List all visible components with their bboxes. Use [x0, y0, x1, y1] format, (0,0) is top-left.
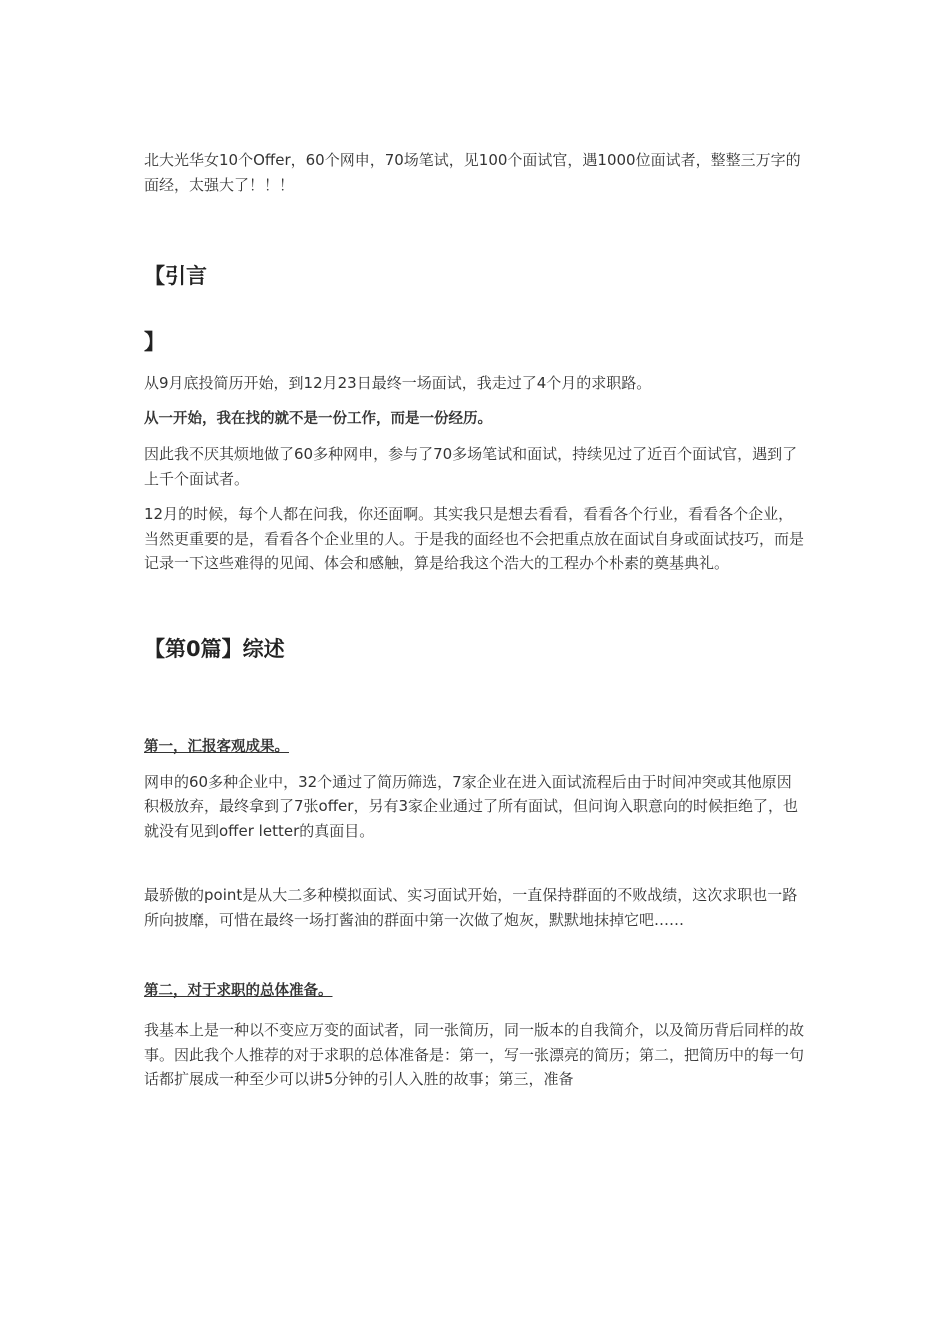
sub2-heading	[144, 980, 804, 1002]
intro-paragraph-3: 因此我不厌其烦地做了60多种网申，参与了70多场笔试和面试，持续见过了近百个面试官，遇到了上千个面试者。	[144, 445, 798, 488]
intro-paragraph-2: 从一开始，我在找的就不是一份工作，而是一份经历。	[144, 410, 492, 427]
intro-paragraph-1: 从9月底投简历开始，到12月23日最终一场面试，我走过了4个月的求职路。	[144, 374, 652, 392]
title-paragraph: 北大光华女10个Offer，60个网申，70场笔试，见100个面试官，遇1000位面试者，整整三万字的面经，太强大了！！！	[144, 151, 801, 194]
sub2-paragraph-1: 我基本上是一种以不变应万变的面试者，同一张简历，同一版本的自我简介，以及简历背后同样的故事。因此我个人推荐的对于求职的总体准备是：第一，写一张漂亮的简历；第二，把简历中的每一句话都扩展成一种至少可以讲5分钟的引人入胜的故事；第三，准备	[144, 1021, 805, 1088]
sub1-paragraph-2: 最骄傲的point是从大二多种模拟面试、实习面试开始，一直保持群面的不败战绩，这次求职也一路所向披靡，可惜在最终一场打酱油的群面中第一次做了炮灰，默默地抹掉它吧……	[144, 886, 798, 929]
sub1-paragraph-1: 网申的60多种企业中，32个通过了简历筛选，7家企业在进入面试流程后由于时间冲突或其他原因积极放弃，最终拿到了7张offer，另有3家企业通过了所有面试，但问询入职意向的时候拒绝了，也就没有见到offer letter的真面目。	[144, 772, 798, 840]
sub1-heading-text: 第一，汇报客观成果。	[144, 738, 289, 755]
document-page	[144, 148, 804, 1092]
section0-heading: 【第0篇】综述	[144, 636, 285, 661]
sub1-heading	[144, 736, 804, 758]
intro-paragraph-4: 12月的时候，每个人都在问我，你还面啊。其实我只是想去看看，看看各个行业，看看各个企业，当然更重要的是，看看各个企业里的人。于是我的面经也不会把重点放在面试自身或面试技巧，而是记录一下这些难得的见闻、体会和感触，算是给我这个浩大的工程办个朴素的奠基典礼。	[144, 505, 805, 572]
intro-heading-line1: 【引言	[144, 264, 207, 288]
sub2-heading-text: 第二，对于求职的总体准备。	[144, 983, 333, 999]
intro-heading-line2: 】	[144, 330, 165, 354]
